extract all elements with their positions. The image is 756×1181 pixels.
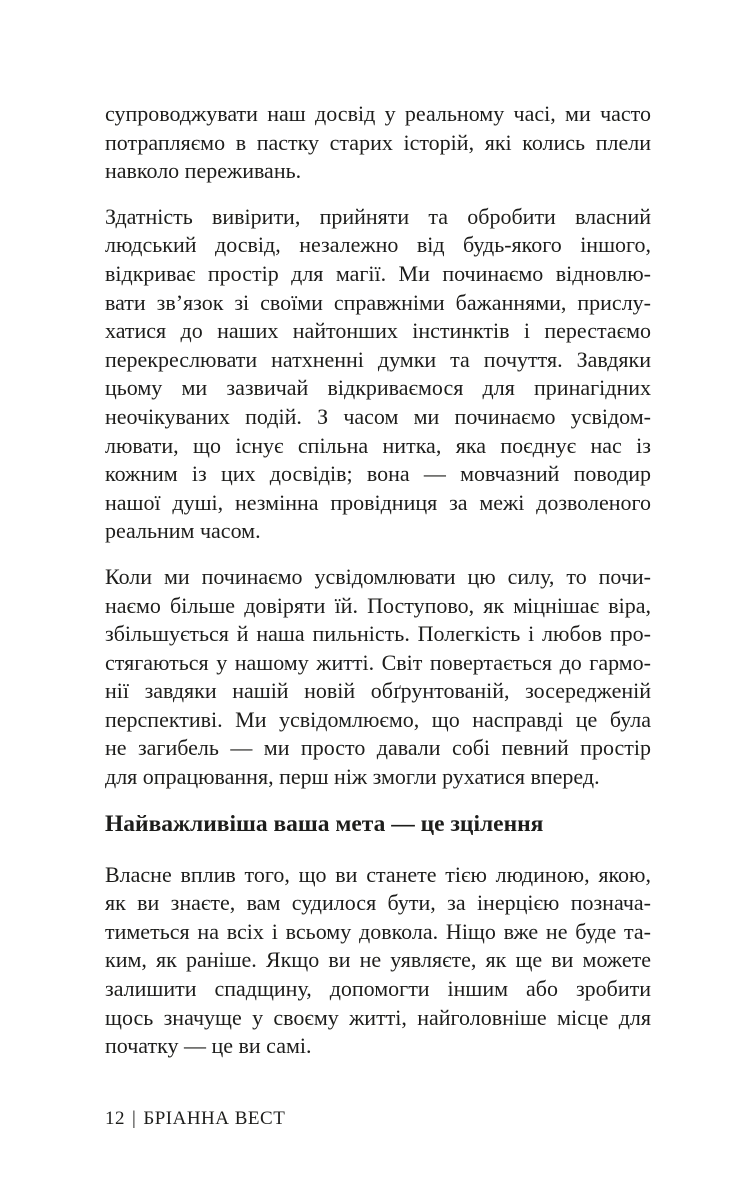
page-footer xyxy=(105,1107,285,1131)
text-line: вати зв’язок зі своїми справжніми бажаннями, прислу- xyxy=(105,289,651,315)
text-line: хатися до наших найтонших інстинктів і перестаємо xyxy=(105,318,651,344)
text-line: залишити спадщину, допомогти іншим або зробити xyxy=(105,976,651,1002)
text-line: наємо більше довіряти їй. Поступово, як міцнішає віра, xyxy=(105,592,651,618)
paragraph-2 xyxy=(105,203,651,546)
page-number: 12 xyxy=(105,1108,125,1129)
text-line: початку — це ви самі. xyxy=(105,1033,312,1059)
text-line: перекреслювати натхненні думки та почуття. Завдяки xyxy=(105,346,651,372)
text-column xyxy=(105,100,651,1078)
text-line: потрапляємо в пастку старих історій, які колись плели xyxy=(105,129,651,155)
text-line: реальним часом. xyxy=(105,518,261,544)
text-line: супроводжувати наш досвід у реальному часі, ми часто xyxy=(105,101,651,126)
text-line: нашої душі, незмінна провідниця за межі дозволеного xyxy=(105,489,651,515)
text-line: Здатність вивірити, прийняти та обробити власний xyxy=(105,203,651,229)
text-line: лювати, що існує спільна нитка, яка поєднує нас із xyxy=(105,432,651,458)
text-line: перспективі. Ми усвідомлюємо, що насправді це була xyxy=(105,706,651,732)
text-line: для опрацювання, перш ніж змогли рухатися вперед. xyxy=(105,764,600,790)
footer-separator: | xyxy=(132,1108,137,1129)
paragraph-4 xyxy=(105,861,651,1061)
text-line: стягаються у нашому житті. Світ повертається до гармо- xyxy=(105,649,651,675)
text-line: щось значуще у своєму житті, найголовніше місце для xyxy=(105,1004,651,1030)
paragraph-1 xyxy=(105,100,651,186)
paragraph-3 xyxy=(105,563,651,792)
text-line: ким, як раніше. Якщо ви не уявляєте, як ще ви можете xyxy=(105,947,651,973)
section-heading: Найважливіша ваша мета — це зцілення xyxy=(105,810,544,837)
text-line: неочікуваних подій. З часом ми починаємо усвідом- xyxy=(105,403,651,429)
text-line: Власне вплив того, що ви станете тією людиною, якою, xyxy=(105,861,651,887)
text-line: відкриває простір для магії. Ми починаємо відновлю- xyxy=(105,260,651,286)
text-line: збільшується й наша пильність. Полегкість і любов про- xyxy=(105,621,651,647)
text-line: людський досвід, незалежно від будь-якого іншого, xyxy=(105,232,651,258)
text-line: не загибель — ми просто давали собі певний простір xyxy=(105,735,651,761)
text-line: тиметься на всіх і всьому довкола. Ніщо вже не буде та- xyxy=(105,918,651,944)
text-line: навколо переживань. xyxy=(105,158,302,184)
text-line: кожним із цих досвідів; вона — мовчазний поводир xyxy=(105,461,651,487)
text-line: цьому ми зазвичай відкриваємося для принагідних xyxy=(105,375,651,401)
text-line: Коли ми починаємо усвідомлювати цю силу, то почи- xyxy=(105,563,651,589)
running-title: БРІАННА ВЕСТ xyxy=(143,1108,286,1129)
text-line: як ви знаєте, вам судилося бути, за інерцією познача- xyxy=(105,890,651,916)
text-line: нії завдяки нашій новій обґрунтованій, зосередженій xyxy=(105,678,651,704)
